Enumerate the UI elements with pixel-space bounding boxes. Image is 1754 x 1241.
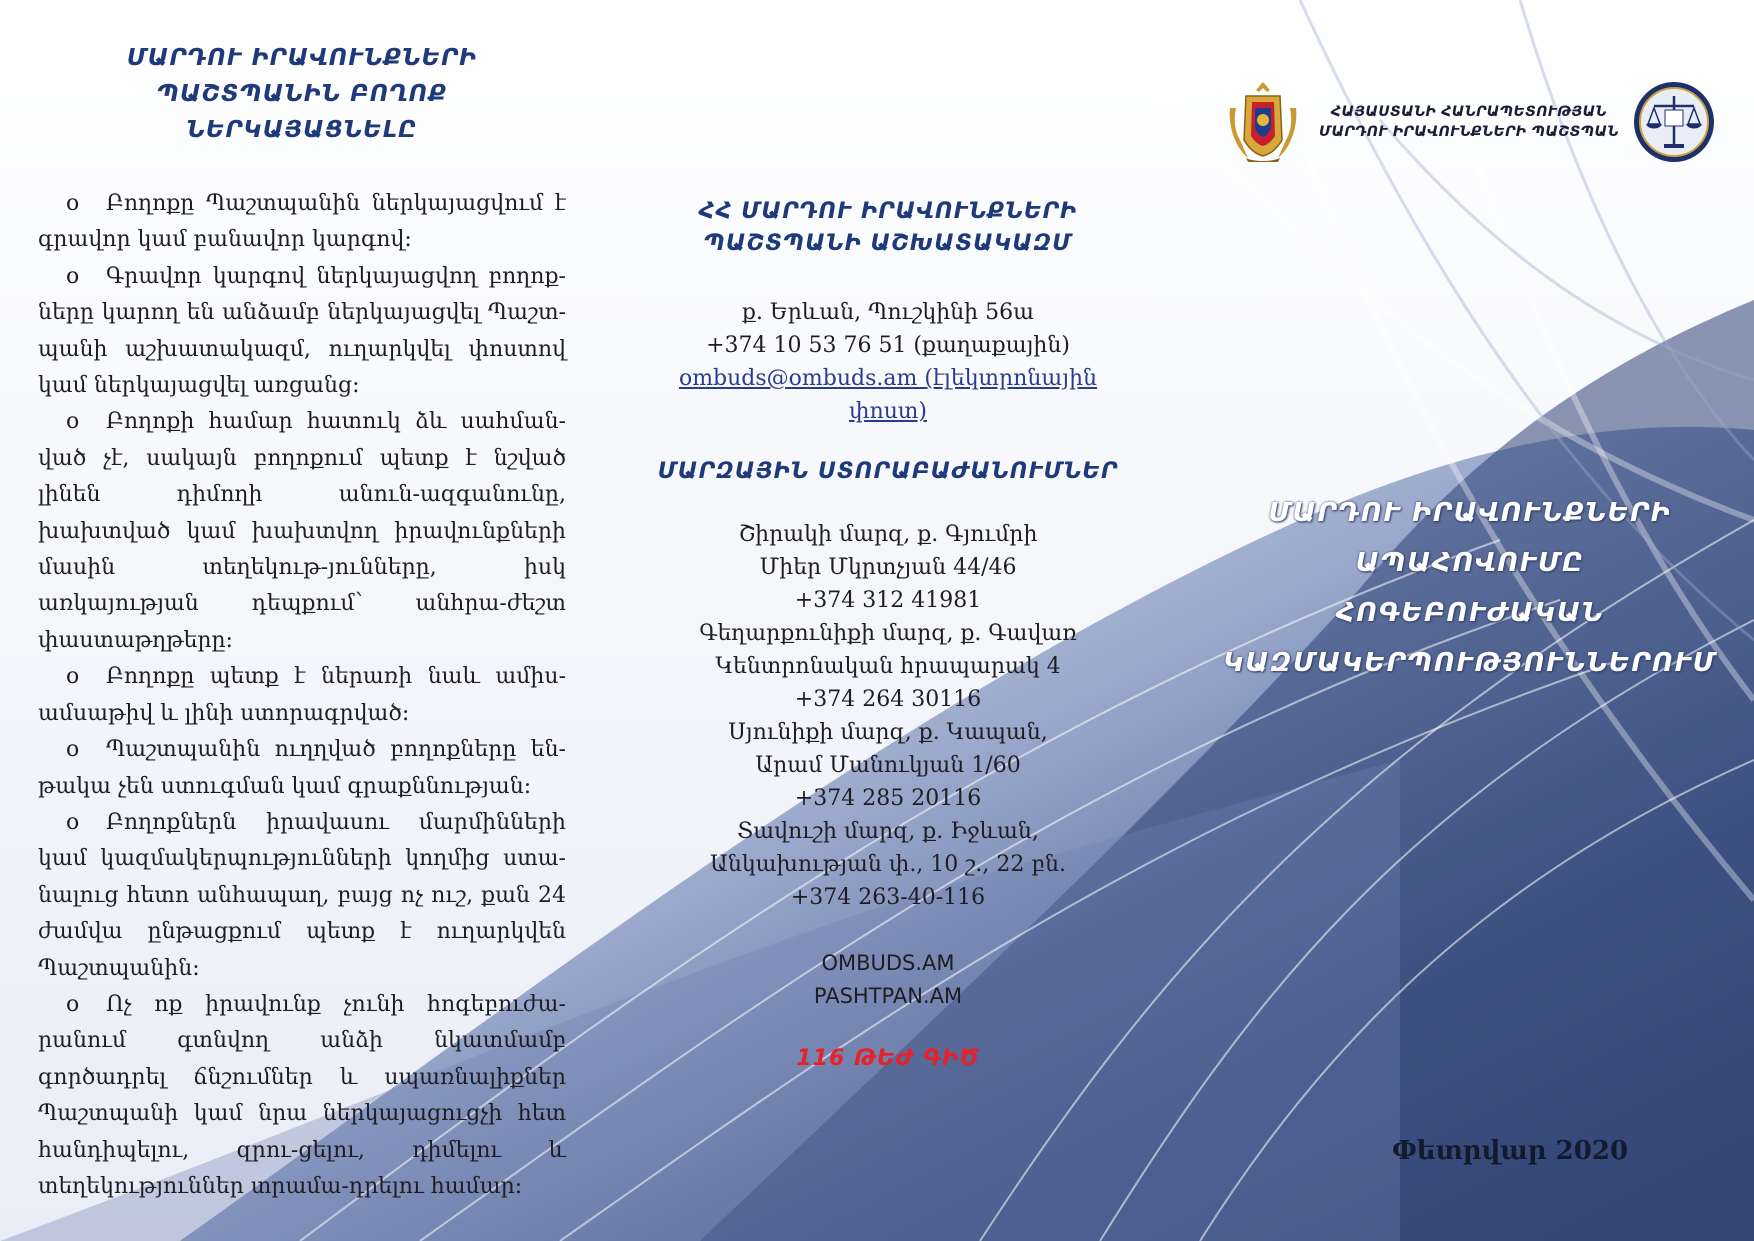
- instruction-text: Գրավոր կարգով ներկայացվող բողոք-ները կարող են անձամբ ներկայացվել Պաշտ-պանի աշխատակազմ, ուղարկվել փոստով կամ ներկայացվել առցանց:: [38, 263, 566, 399]
- regional-line: Սյունիքի մարզ, ք. Կապան,: [728, 720, 1048, 745]
- bullet-marker: o: [66, 737, 80, 763]
- armenian-coat-of-arms-icon: [1226, 78, 1300, 164]
- instruction-text: Բողոքի համար հատուկ ձև սահման-ված չէ, սակայն բողոքում պետք է նշված լինեն դիմողի անուն-ազգանունը, խախտված կամ խախտվող իրավունքների մասին տեղեկութ-յունները, իսկ առկայության դեպքում՝ անհրա-ժեշտ փաստաթղթերը:: [38, 409, 566, 653]
- regional-line: +374 264 30116: [794, 687, 982, 712]
- instruction-item: [38, 186, 566, 259]
- regional-offices-list: [620, 518, 1156, 914]
- regional-line: Տավուշի մարզ, ք. Իջևան,: [737, 819, 1039, 844]
- bullet-marker: o: [66, 409, 80, 435]
- instruction-item: [38, 987, 566, 1205]
- email-link-line[interactable]: փոստ): [849, 399, 927, 424]
- office-title: [620, 196, 1156, 260]
- instruction-text: Բողոքը պետք է ներառի նաև ամիս-ամսաթիվ և լինի ստորագրված:: [38, 664, 566, 726]
- regional-line: Անկախության փ., 10 շ., 22 բն.: [710, 852, 1066, 877]
- main-title-line: ԿԱԶՄԱԿԵՐՊՈՒԹՅՈՒՆՆԵՐՈՒՄ: [1223, 648, 1717, 678]
- website-ombuds: OMBUDS.AM: [821, 951, 955, 975]
- regional-line: Միեր Մկրտչյան 44/46: [759, 555, 1017, 580]
- complaint-title: [38, 40, 566, 148]
- instruction-item: [38, 805, 566, 987]
- complaint-title-line: ՊԱՇՏՊԱՆԻՆ ԲՈՂՈՔ: [156, 81, 448, 107]
- bullet-marker: o: [66, 991, 80, 1017]
- bullet-marker: o: [66, 191, 80, 216]
- complaint-title-line: ՆԵՐԿԱՅԱՑՆԵԼԸ: [186, 117, 418, 143]
- regional-line: Արամ Մանուկյան 1/60: [755, 753, 1021, 778]
- office-address: ք. Երևան, Պուշկինի 56ա: [742, 300, 1034, 325]
- regional-offices-title: ՄԱՐԶԱՅԻՆ ՍՏՈՐԱԲԱԺԱՆՈՒՄՆԵՐ: [657, 459, 1119, 484]
- organization-name: [1310, 102, 1628, 142]
- org-line: ՀԱՅԱՍՏԱՆԻ ՀԱՆՐԱՊԵՏՈՒԹՅԱՆ: [1331, 104, 1607, 120]
- header-logos: [1226, 78, 1716, 168]
- contacts-panel: [620, 196, 1156, 1071]
- email-link-line[interactable]: ombuds@ombuds.am (էլեկտրոնային: [678, 366, 1098, 391]
- main-title-line: ԱՊԱՀՈՎՈՒՄԸ ՀՈԳԵԲՈՒԺԱԿԱՆ: [1335, 548, 1605, 628]
- ombudsman-scales-emblem-icon: [1632, 80, 1716, 164]
- hotline-number: 116 ԹԵԺ ԳԻԾ: [796, 1046, 980, 1071]
- bullet-marker: o: [66, 664, 80, 690]
- office-title-line: ՊԱՇՏՊԱՆԻ ԱՇԽԱՏԱԿԱԶՄ: [703, 231, 1073, 256]
- regional-line: +374 285 20116: [794, 786, 982, 811]
- office-phone: +374 10 53 76 51 (քաղաքային): [706, 333, 1070, 358]
- regional-line: Կենտրոնական հրապարակ 4: [715, 654, 1061, 679]
- complaint-instructions-panel: [38, 40, 566, 1205]
- complaint-title-line: ՄԱՐԴՈՒ ԻՐԱՎՈՒՆՔՆԵՐԻ: [126, 45, 478, 71]
- instruction-item: [38, 732, 566, 805]
- website-pashtpan: PASHTPAN.AM: [813, 984, 963, 1008]
- instruction-text: Պաշտպանին ուղղված բողոքները են-թակա չեն ստուգման կամ գրաքննության:: [38, 737, 566, 799]
- publication-date: Փետրվար 2020: [1391, 1136, 1629, 1166]
- regional-line: Շիրակի մարզ, ք. Գյումրի: [738, 522, 1038, 547]
- bullet-marker: o: [66, 263, 80, 289]
- instruction-item: [38, 404, 566, 659]
- brochure-main-title: [1220, 488, 1720, 688]
- regional-line: +374 263-40-116: [790, 885, 986, 910]
- office-title-line: ՀՀ ՄԱՐԴՈՒ ԻՐԱՎՈՒՆՔՆԵՐԻ: [698, 199, 1078, 224]
- org-line: ՄԱՐԴՈՒ ԻՐԱՎՈՒՆՔՆԵՐԻ ՊԱՇՏՊԱՆ: [1319, 124, 1619, 140]
- regional-line: Գեղարքունիքի մարզ, ք. Գավառ: [699, 621, 1077, 646]
- instruction-text: Ոչ ոք իրավունք չունի հոգեբուժա-րանում գտնվող անձի նկատմամբ գործադրել ճնշումներ և սպառնալիքներ Պաշտպանի կամ նրա ներկայացուցչի հետ հանդիպելու, զրու-ցելու, դիմելու և տեղեկություններ տրամա-դրելու համար:: [38, 991, 566, 1199]
- instruction-item: [38, 259, 566, 405]
- main-title-line: ՄԱՐԴՈՒ ԻՐԱՎՈՒՆՔՆԵՐԻ: [1268, 498, 1672, 528]
- instruction-item: [38, 659, 566, 732]
- instruction-text: Բողոքներն իրավասու մարմինների կամ կազմակերպությունների կողմից ստա-նալուց հետո անհապաղ, բայց ոչ ուշ, քան 24 ժամվա ընթացքում պետք է ուղարկվեն Պաշտպանին:: [38, 809, 566, 981]
- regional-line: +374 312 41981: [794, 588, 982, 613]
- bullet-marker: o: [66, 809, 80, 835]
- office-email-link[interactable]: [620, 362, 1156, 428]
- instruction-text: Բողոքը Պաշտպանին ներկայացվում է գրավոր կամ բանավոր կարգով:: [38, 191, 566, 253]
